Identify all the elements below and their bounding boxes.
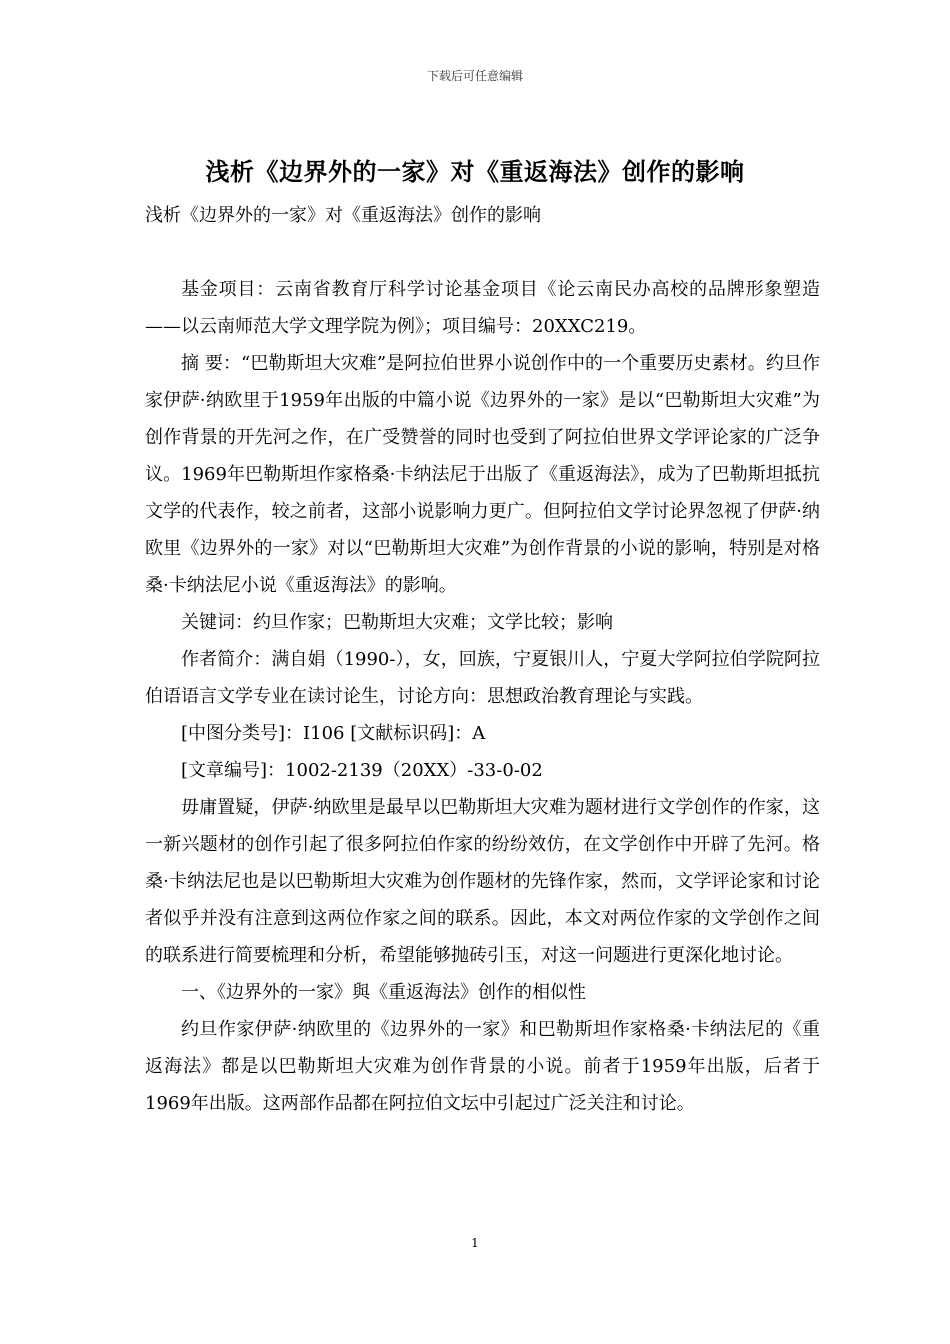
document-title: 浅析《边界外的一家》对《重返海法》创作的影响 <box>205 157 745 186</box>
abstract-paragraph: 摘 要：“巴勒斯坦大灾难”是阿拉伯世界小说创作中的一个重要历史素材。约旦作家伊萨·纳欧里于1959年出版的中篇小说《边界外的一家》是以“巴勒斯坦大灾难”为创作背景的开先河之作，在广受赞誉的同时也受到了阿拉伯世界文学评论家的广泛争议。1969年巴勒斯坦作家格桑·卡纳法尼于出版了《重返海法》，成为了巴勒斯坦抵抗文学的代表作，较之前者，这部小说影响力更广。但阿拉伯文学讨论界忽视了伊萨·纳欧里《边界外的一家》对以“巴勒斯坦大灾难”为创作背景的小说的影响，特别是对格桑·卡纳法尼小说《重返海法》的影响。 <box>145 353 820 596</box>
intro-paragraph: 毋庸置疑，伊萨·纳欧里是最早以巴勒斯坦大灾难为题材进行文学创作的作家，这一新兴题材的创作引起了很多阿拉伯作家的纷纷效仿，在文学创作中开辟了先河。格桑·卡纳法尼也是以巴勒斯坦大灾难为创作题材的先锋作家，然而，文学评论家和讨论者似乎并没有注意到这两位作家之间的联系。因此，本文对两位作家的文学创作之间的联系进行简要梳理和分析，希望能够抛砖引玉，对这一问题进行更深化地讨论。 <box>145 797 820 966</box>
header-note: 下载后可任意编辑 <box>426 69 523 83</box>
section-heading: 一、《边界外的一家》與《重返海法》创作的相似性 <box>181 982 586 1003</box>
document-subtitle: 浅析《边界外的一家》对《重返海法》创作的影响 <box>145 205 541 226</box>
classification-line: [中图分类号]：I106 [文献标识码]：A <box>181 723 486 744</box>
page-number: 1 <box>471 1236 479 1250</box>
fund-paragraph: 基金项目：云南省教育厅科学讨论基金项目《论云南民办高校的品牌形象塑造——以云南师范大学文理学院为例》；项目编号：20XXC219。 <box>145 279 820 337</box>
article-number-line: [文章编号]：1002-2139（20XX）-33-0-02 <box>181 760 543 781</box>
keywords-paragraph: 关键词：约旦作家；巴勒斯坦大灾难；文学比较；影响 <box>181 612 613 633</box>
section-body-paragraph: 约旦作家伊萨·纳欧里的《边界外的一家》和巴勒斯坦作家格桑·卡纳法尼的《重返海法》都是以巴勒斯坦大灾难为创作背景的小说。前者于1959年出版，后者于1969年出版。这两部作品都在阿拉伯文坛中引起过广泛关注和讨论。 <box>145 1019 820 1114</box>
author-paragraph: 作者简介：满自娟（1990-），女，回族，宁夏银川人，宁夏大学阿拉伯学院阿拉伯语语言文学专业在读讨论生，讨论方向：思想政治教育理论与实践。 <box>145 649 820 707</box>
document-body <box>145 271 820 1122</box>
